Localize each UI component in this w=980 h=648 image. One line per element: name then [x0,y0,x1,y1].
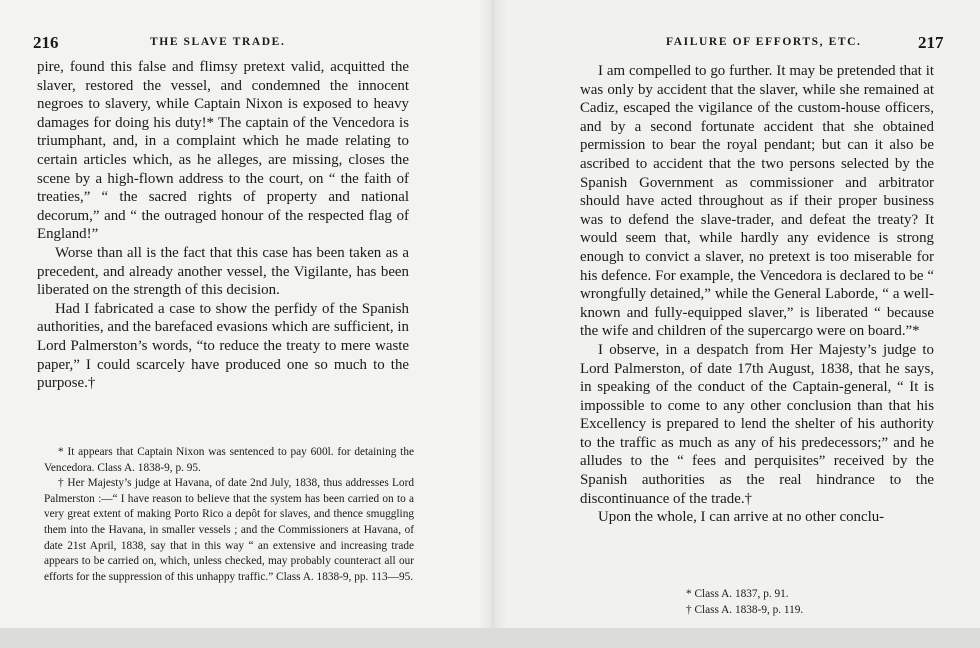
book-gutter [478,0,508,648]
right-footnote-2: † Class A. 1838-9, p. 119. [686,604,804,616]
left-page-number: 216 [33,33,59,52]
left-footnote-1: * It appears that Captain Nixon was sentenced to pay 600l. for detaining the Vencedora. Class A. 1838-9, p. 95. [44,446,414,474]
left-paragraph-3: Had I fabricated a case to show the perfidy of the Spanish authorities, and the barefaced evasions which are sufficient, in Lord Palmerston’s words, “to reduce the treaty to mere waste paper,” I could scarcely have produced one so much to the purpose.† [37,300,409,392]
left-footnote-2: † Her Majesty’s judge at Havana, of date 2nd July, 1838, thus addresses Lord Palmerston :—“ I have reason to believe that the system has been carried on to a very great extent of making Porto Rico a depôt for slaves, and thence smuggling them into the Havana, in smaller vessels ; and the Commissioners at Havana, of date 21st April, 1838, say that in this way “ an extensive and increasing trade appears to be carried on, which, unless checked, may probably counteract all our efforts for the suppression of this unhappy traffic.” Class A. 1838-9, pp. 113—95. [44,477,414,583]
right-body-text [580,62,934,527]
right-running-title: FAILURE OF EFFORTS, ETC. [666,36,862,48]
left-footnotes [44,445,414,585]
right-footnotes [686,586,906,618]
left-body-text [37,58,409,393]
scan-bottom-edge [0,628,980,648]
right-paragraph-3: Upon the whole, I can arrive at no other conclu- [598,509,885,526]
right-page-number: 217 [918,33,944,52]
right-page [490,0,980,648]
right-paragraph-2: I observe, in a despatch from Her Majesty’s judge to Lord Palmerston, of date 17th August, 1838, that he says, in speaking of the conduct of the Captain-general, “ It is impossible to come to any other conclusion than that his Excellency is prepared to lend the shelter of his authority to the traffic as much as any of his predecessors;” and he alludes to the “ fees and perquisites” received by the Spanish authorities as the real hindrance to the discontinuance of the trade.† [580,341,934,507]
right-paragraph-1: I am compelled to go further. It may be pretended that it was only by accident that the slaver, while she remained at Cadiz, escaped the vigilance of the custom-house officers, and by a second fortunate accident that she obtained permission to bear the royal pendant; but can it also be ascribed to accident that the two persons selected by the Spanish Government as commissioner and arbitrator should have acted throughout as if their proper business was to defend the slave-trader, and defeat the treaty? It would seem that, while hardly any evidence is strong enough to convict a slaver, no pretext is too miserable for his defence. For example, the Vencedora is declared to be “ wrongfully detained,” while the General Laborde, “ a well-known and fully-equipped slaver,” is liberated “ because the wife and children of the supercargo were on board.”* [580,63,934,340]
left-running-title: THE SLAVE TRADE. [150,36,286,48]
right-footnote-1: * Class A. 1837, p. 91. [686,588,789,600]
left-paragraph-2: Worse than all is the fact that this case has been taken as a precedent, and already another vessel, the Vigilante, has been liberated on the strength of this decision. [37,244,409,299]
left-paragraph-1: pire, found this false and flimsy pretext valid, acquitted the slaver, restored the vessel, and condemned the innocent negroes to slavery, while Captain Nixon is exposed to heavy damages for doing his duty!* The captain of the Vencedora is triumphant, and, in a complaint which he made relating to certain articles which, as he alleges, are missing, closes the scene by a high-flown address to the court, on “ the faith of treaties,” “ the sacred rights of property and national decorum,” and “ the outraged honour of the respected flag of England!” [37,59,409,243]
